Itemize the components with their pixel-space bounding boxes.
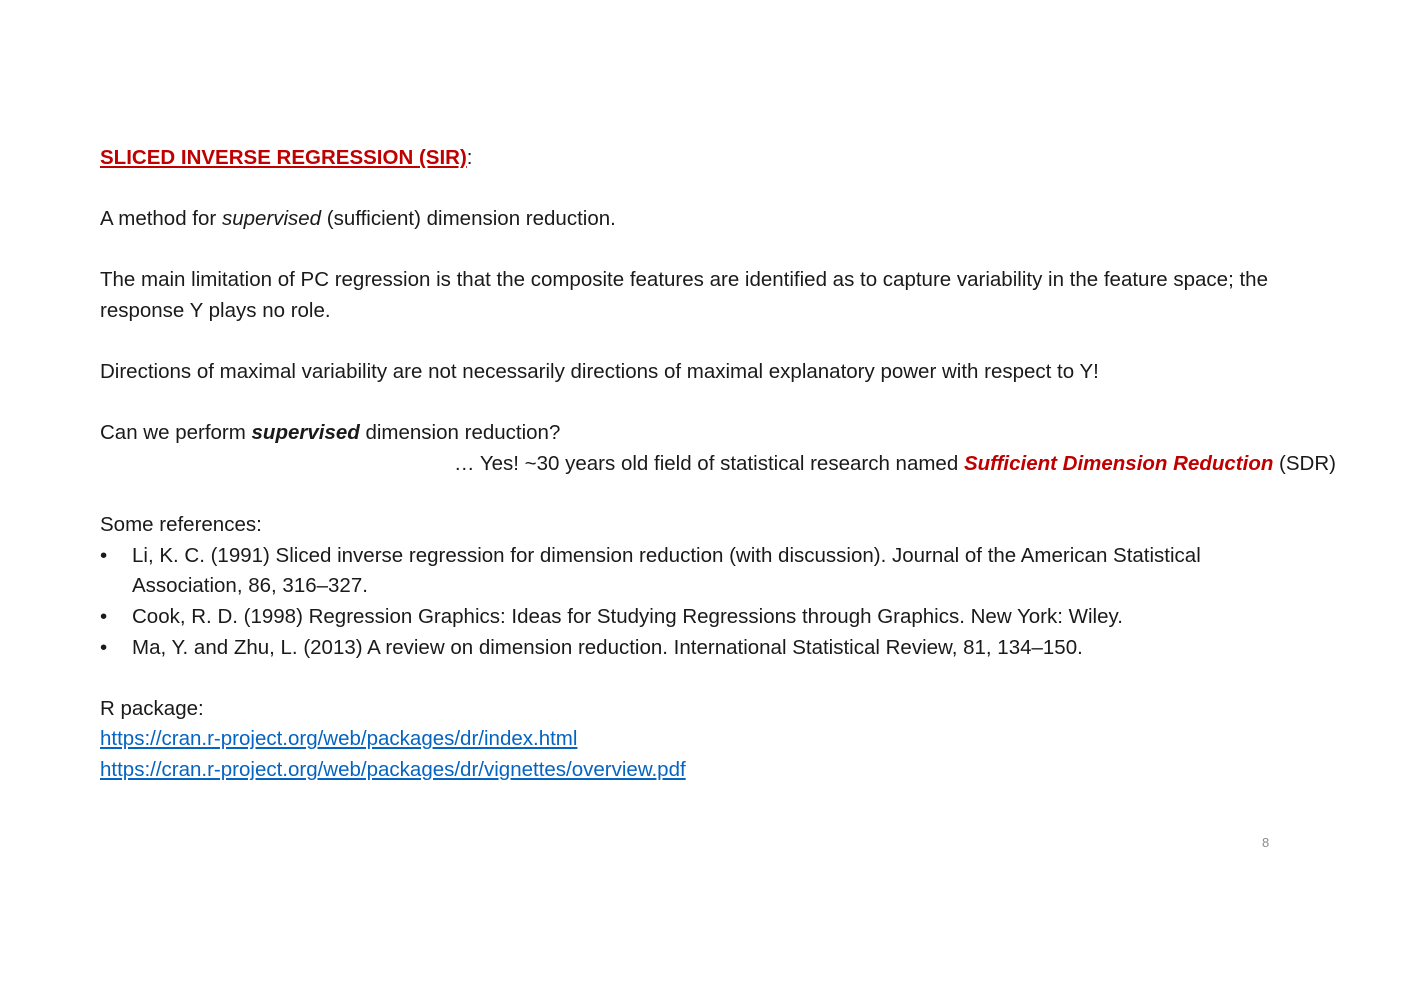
answer-text-post: (SDR): [1273, 451, 1336, 475]
intro-emphasis: supervised: [221, 207, 322, 231]
cran-dr-vignette-link[interactable]: https://cran.r-project.org/web/packages/dr/vignettes/overview.pdf: [100, 757, 686, 781]
slide-title-line: [100, 143, 1350, 174]
link-line: [100, 755, 1350, 786]
reference-text: Li, K. C. (1991) Sliced inverse regression for dimension reduction (with discussion). Journal of the American Statistical Association, 86, 316–327.: [132, 543, 1201, 598]
pc-regression-limitation-paragraph: The main limitation of PC regression is that the composite features are identified as to capture variability in the feature space; the response Y plays no role.: [100, 268, 1268, 322]
sdr-emphasis: Sufficient Dimension Reduction: [963, 451, 1274, 475]
intro-text-pre: A method for: [100, 207, 222, 231]
references-list: [100, 541, 1350, 663]
question-paragraph: [100, 418, 1350, 449]
bullet-icon: •: [100, 635, 108, 659]
reference-item: [100, 633, 1272, 664]
reference-item: [100, 541, 1272, 602]
r-package-label: R package:: [100, 696, 204, 720]
references-heading: Some references:: [100, 513, 262, 537]
page-number: 8: [1262, 835, 1270, 850]
bullet-icon: •: [100, 604, 108, 628]
slide-content: [100, 143, 1350, 785]
intro-paragraph: [100, 204, 1350, 235]
reference-text: Ma, Y. and Zhu, L. (2013) A review on dimension reduction. International Statistical Review, 81, 134–150.: [132, 635, 1083, 659]
cran-dr-index-link[interactable]: https://cran.r-project.org/web/packages/dr/index.html: [100, 727, 578, 751]
link-line: [100, 724, 1350, 755]
slide-title-colon: :: [466, 146, 473, 169]
intro-text-post: (sufficient) dimension reduction.: [321, 207, 616, 231]
slide-title: SLICED INVERSE REGRESSION (SIR): [100, 146, 467, 169]
bullet-icon: •: [100, 543, 108, 567]
spacer: [100, 663, 1350, 694]
reference-text: Cook, R. D. (1998) Regression Graphics: Ideas for Studying Regressions through Graphics. New York: Wiley.: [132, 604, 1123, 628]
answer-line: [100, 449, 1336, 480]
spacer: [100, 327, 1350, 358]
question-text-post: dimension reduction?: [359, 421, 561, 445]
spacer: [100, 480, 1350, 511]
spacer: [100, 174, 1350, 205]
reference-item: [100, 602, 1272, 633]
question-text-pre: Can we perform: [100, 421, 252, 445]
answer-text-pre: … Yes! ~30 years old field of statistical research named: [454, 451, 964, 475]
question-emphasis: supervised: [251, 421, 360, 445]
spacer: [100, 388, 1350, 419]
directions-paragraph: Directions of maximal variability are not necessarily directions of maximal explanatory power with respect to Y!: [100, 360, 1099, 384]
spacer: [100, 235, 1350, 266]
